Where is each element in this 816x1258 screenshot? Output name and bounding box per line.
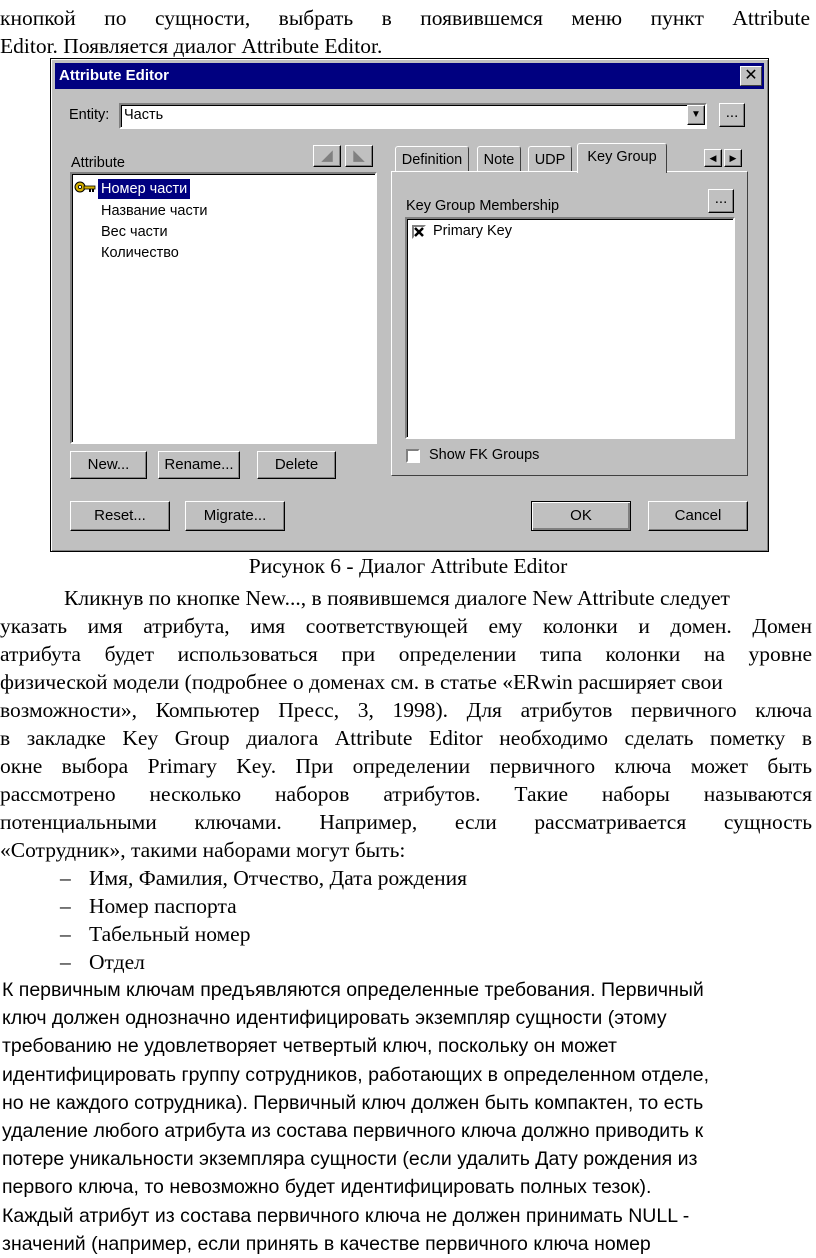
chevron-down-icon: ▼ — [691, 109, 701, 120]
text-line: потенциальными ключами. Например, если рассматривается сущность — [0, 810, 812, 834]
close-icon: ✕ — [744, 67, 758, 84]
text-line: в закладке Key Group диалога Attribute Editor необходимо сделать пометку в — [0, 726, 812, 750]
text-line: удаление любого атрибута из состава первичного ключа должно приводить к — [2, 1120, 704, 1143]
arrow-left-icon: ◀ — [709, 153, 717, 163]
move-up-button[interactable] — [313, 145, 341, 167]
text-line: возможности», Компьютер Пресс, 3, 1998). Для атрибутов первичного ключа — [0, 698, 812, 722]
text-line: рассмотрено несколько наборов атрибутов. Такие наборы называются — [0, 782, 812, 806]
text-line: К первичным ключам предъявляются определенные требования. Первичный — [2, 979, 704, 1001]
list-item-text: Отдел — [89, 950, 145, 974]
figure-caption: Рисунок 6 - Диалог Attribute Editor — [248, 554, 568, 578]
text-line: потере уникальности экземпляра сущности (если удалить Дату рождения из — [2, 1148, 698, 1171]
show-fk-checkbox[interactable] — [406, 449, 420, 463]
text-line: указать имя атрибута, имя соответствующей ему колонки и домен. Домен — [0, 614, 812, 638]
text-line: Editor. Появляется диалог Attribute Editor. — [0, 34, 383, 58]
key-icon — [74, 179, 96, 195]
key-group-panel — [391, 171, 748, 476]
key-group-list[interactable] — [405, 217, 735, 439]
dash-marker: – — [60, 866, 71, 890]
text-line: ключ должен однозначно идентифицировать экземпляр сущности (этому — [2, 1007, 667, 1030]
ok-button[interactable]: OK — [531, 501, 631, 531]
attribute-label: Attribute — [71, 155, 125, 171]
dash-marker: – — [60, 894, 71, 918]
list-item-text: Номер паспорта — [89, 894, 237, 918]
text-line: Кликнув по кнопке New..., в появившемся диалоге New Attribute следует — [64, 586, 730, 610]
list-item[interactable]: Название части — [101, 203, 208, 219]
attribute-editor-dialog — [50, 58, 769, 552]
paragraph — [2, 976, 814, 1258]
rename-button[interactable]: Rename... — [158, 451, 240, 479]
key-group-browse-button[interactable]: ... — [708, 189, 734, 213]
delete-button[interactable]: Delete — [257, 451, 336, 479]
close-button[interactable] — [740, 66, 762, 86]
migrate-button[interactable]: Migrate... — [185, 501, 285, 531]
dropdown-button[interactable] — [687, 105, 705, 125]
list-item[interactable]: Вес части — [101, 224, 168, 240]
text-line: Каждый атрибут из состава первичного ключа не должен принимать NULL - — [2, 1204, 690, 1227]
tab-note[interactable]: Note — [477, 146, 521, 172]
text-line: окне выбора Primary Key. При определении первичного ключа может быть — [0, 754, 812, 778]
list-item-text: Имя, Фамилия, Отчество, Дата рождения — [89, 866, 467, 890]
move-down-button[interactable] — [345, 145, 373, 167]
list-item[interactable]: Количество — [101, 245, 179, 261]
arrow-right-icon: ▶ — [729, 153, 737, 163]
reset-button[interactable]: Reset... — [70, 501, 170, 531]
entity-browse-button[interactable]: ... — [719, 103, 745, 127]
list-item[interactable]: Номер части — [98, 179, 190, 199]
primary-key-checkbox[interactable] — [412, 225, 426, 239]
entity-value: Часть — [124, 107, 164, 123]
text-line: первого ключа, то невозможно будет идентифицировать полных тезок). — [2, 1176, 652, 1199]
tab-scroll-right[interactable] — [724, 149, 742, 167]
text-line: значений (например, если принять в качестве первичного ключа номер — [2, 1232, 651, 1255]
show-fk-label: Show FK Groups — [429, 447, 540, 463]
check-icon — [414, 227, 424, 237]
dialog-titlebar — [55, 63, 764, 89]
tab-key-group[interactable]: Key Group — [577, 143, 667, 173]
attribute-list[interactable] — [70, 172, 377, 444]
primary-key-label: Primary Key — [433, 223, 512, 239]
text-line: атрибута будет использоваться при определении типа колонки на уровне — [0, 642, 812, 666]
cancel-button[interactable]: Cancel — [648, 501, 748, 531]
new-button[interactable]: New... — [70, 451, 147, 479]
text-line: физической модели (подробнее о доменах см. в статье «ERwin расширяет свои — [0, 670, 723, 694]
text-line: кнопкой по сущности, выбрать в появившемся меню пункт Attribute — [0, 6, 810, 30]
tab-scroll-left[interactable] — [704, 149, 722, 167]
arrow-up-icon: ◢ — [321, 147, 333, 164]
key-group-membership-label: Key Group Membership — [406, 198, 560, 214]
text-line: «Сотрудник», такими наборами могут быть: — [0, 838, 406, 862]
list-item-text: Табельный номер — [89, 922, 251, 946]
entity-select[interactable] — [119, 103, 707, 129]
text-line: идентифицировать группу сотрудников, работающих в определенном отделе, — [2, 1063, 710, 1086]
dash-marker: – — [60, 922, 71, 946]
entity-label: Entity: — [69, 107, 110, 123]
dialog-title: Attribute Editor — [59, 67, 169, 84]
arrow-down-icon: ◣ — [353, 147, 365, 164]
dash-marker: – — [60, 950, 71, 974]
text-line: но не каждого сотрудника). Первичный ключ должен быть компактен, то есть — [2, 1091, 704, 1114]
tab-definition[interactable]: Definition — [395, 146, 469, 172]
text-line: требованию не удовлетворяет четвертый ключ, поскольку он может — [2, 1035, 617, 1058]
tab-udp[interactable]: UDP — [528, 146, 572, 172]
